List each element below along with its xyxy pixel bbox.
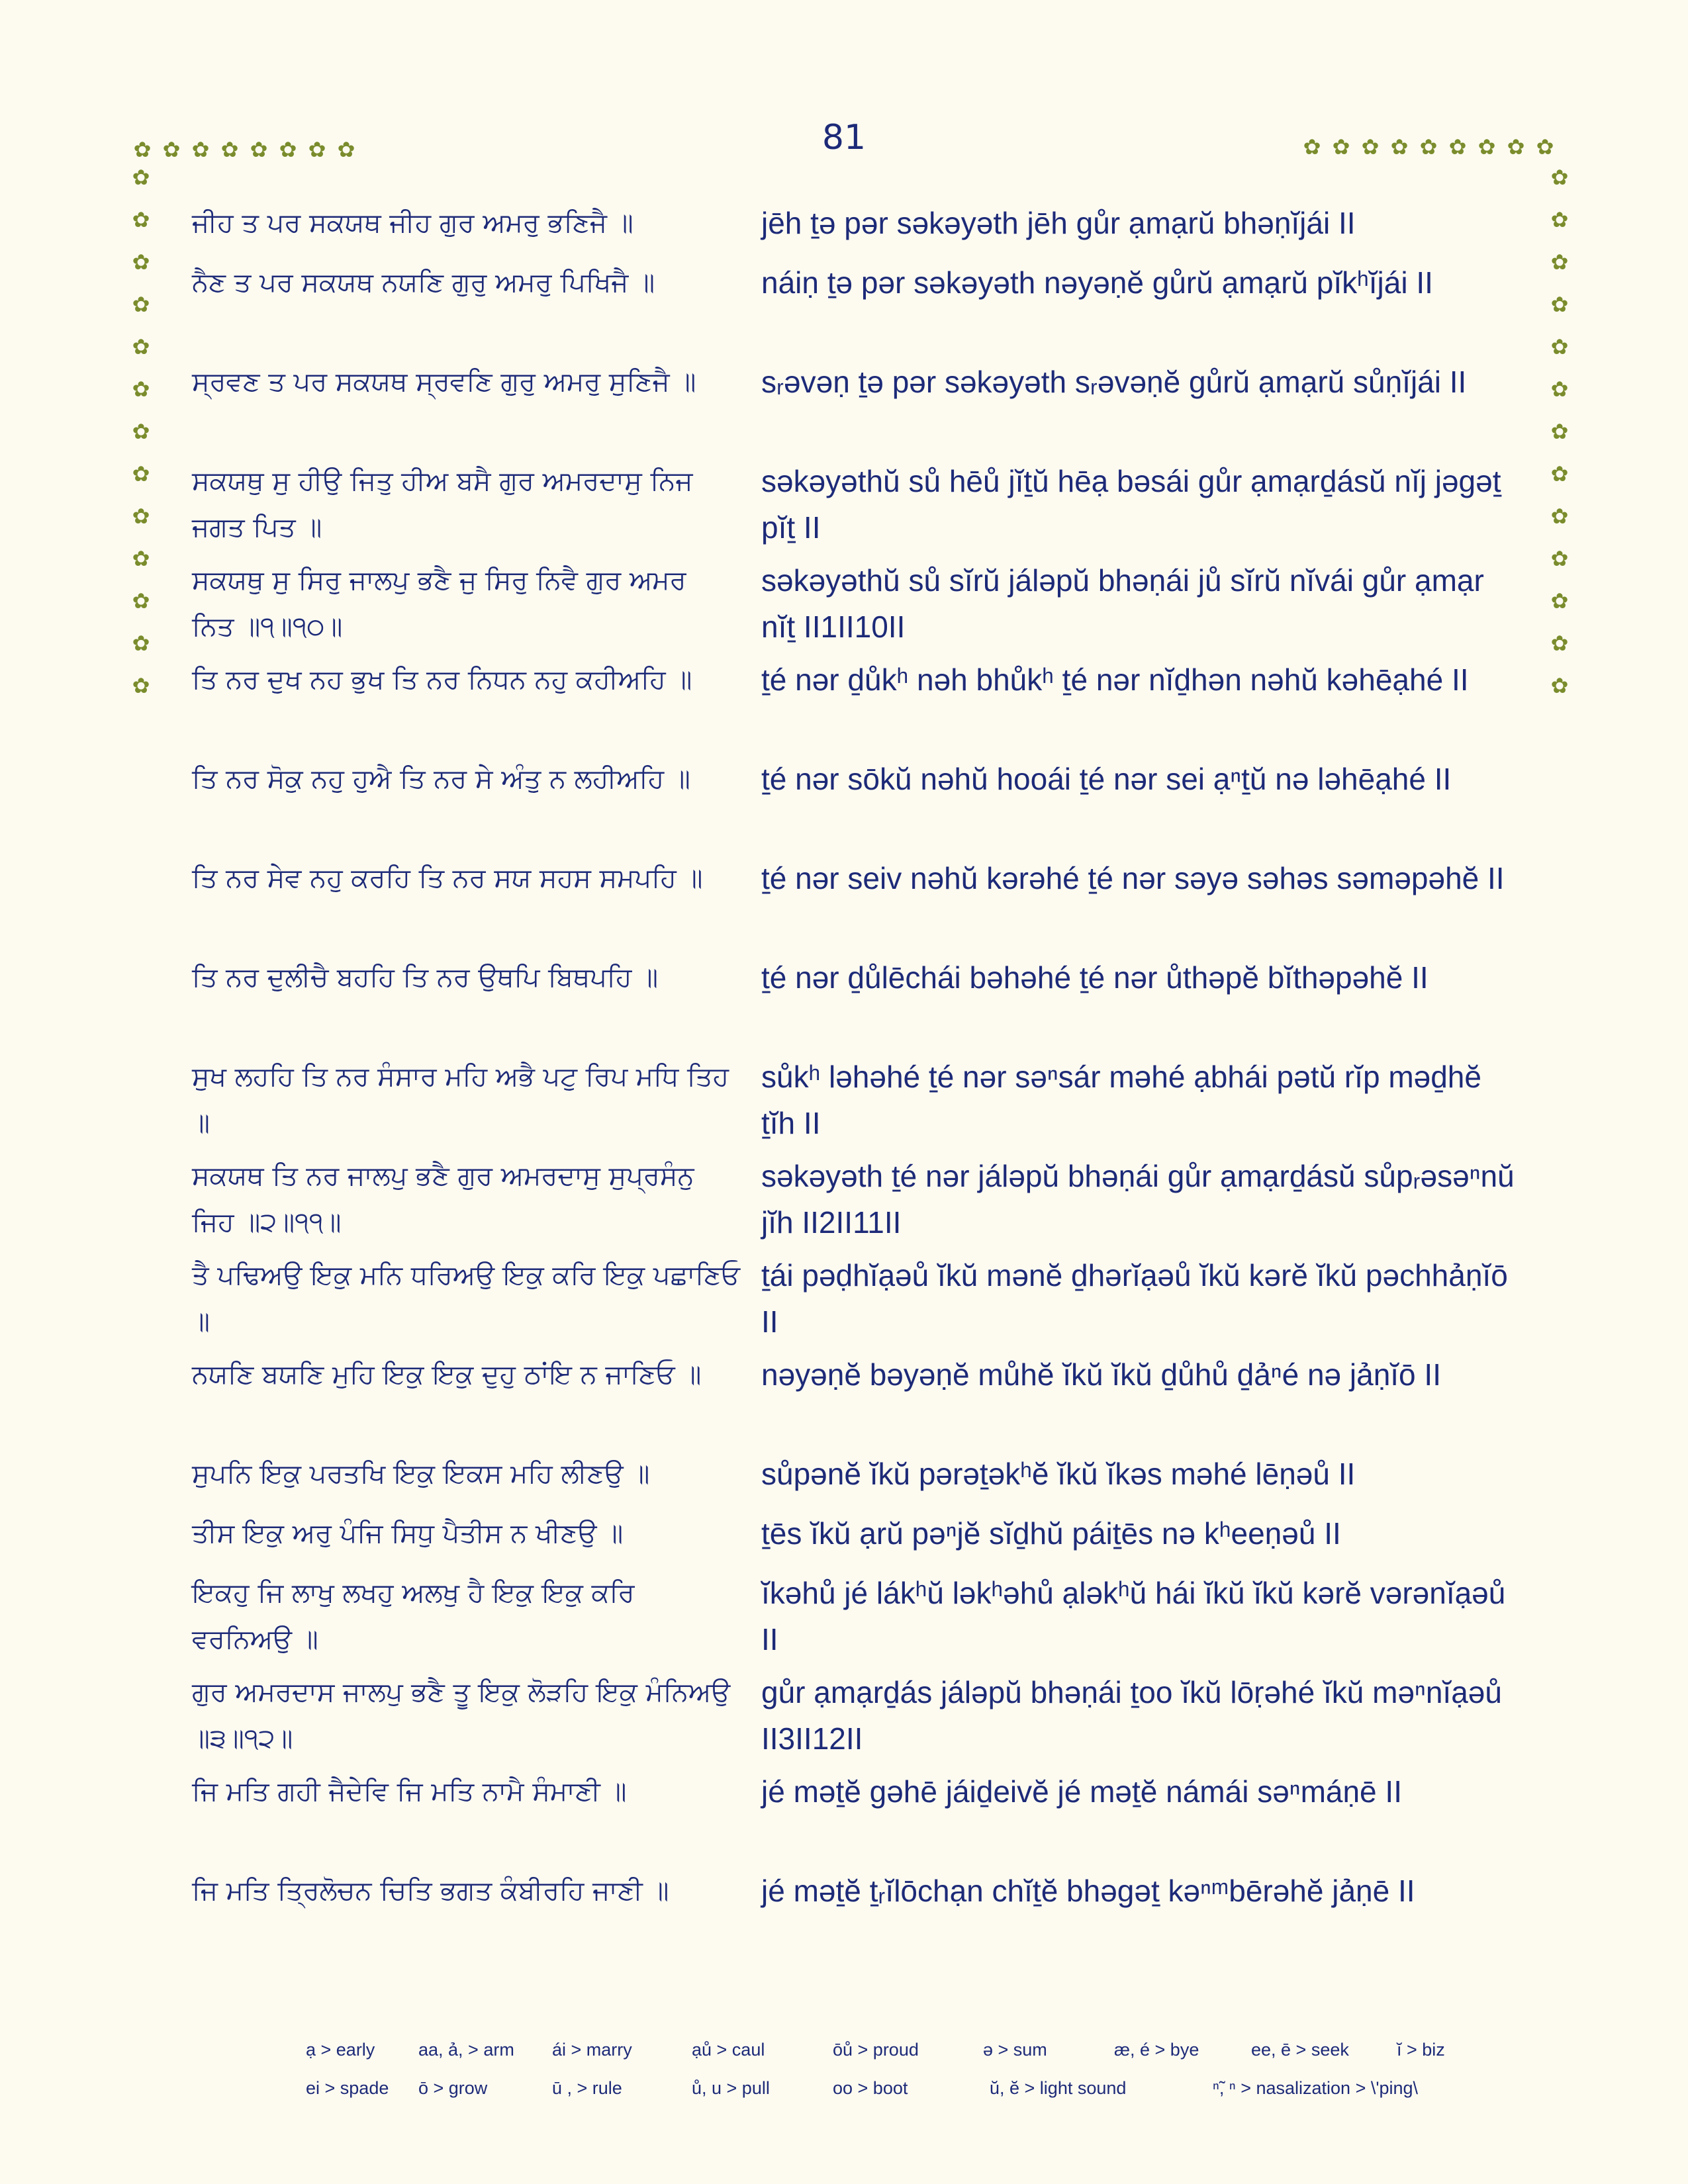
key-entry: æ, é > bye [1114,2040,1199,2060]
flower-icon: ✿ [132,207,150,232]
flower-icon: ✿ [132,673,150,698]
flower-icon: ✿ [132,165,150,190]
gurmukhi-line: ਤੀਸ ਇਕੁ ਅਰੁ ਪੰਜਿ ਸਿਧੁ ਪੈਤੀਸ ਨ ਖੀਣਉ ॥ [192,1518,624,1549]
key-entry: ō > grow [418,2078,488,2098]
flower-icon: ✿ [308,137,326,162]
flower-icon: ✿ [132,292,150,317]
flower-icon: ✿ [1550,334,1569,359]
flower-icon: ✿ [132,461,150,486]
transliteration-line: ṯēs ĭkŭ ạrŭ pəⁿjĕ sĭḏhŭ páiṯēs nə kʰeeṇəů II [761,1516,1341,1551]
gurmukhi-line: ਸੁਪਨਿ ਇਕੁ ਪਰਤਖਿ ਇਕੁ ਇਕਸ ਮਹਿ ਲੀਣਉ ॥ [192,1459,650,1489]
transliteration-line: ṯé nər ḏůlēchái bəhəhé ṯé nər ůthəpĕ bĭthəpəhĕ II [761,960,1429,995]
key-entry: ū , > rule [552,2078,622,2098]
transliteration-line: ṯé nər seiv nəhŭ kərəhé ṯé nər səyə səhəs səməpəhĕ II [761,861,1505,895]
gurmukhi-line: ਸਕਯਥ ਤਿ ਨਰ ਜਾਲਪੁ ਭਣੈ ਗੁਰ ਅਮਰਦਾਸੁ ਸੁਪ੍ਰਸੰਨੁ ਜਿਹ ॥੨॥੧੧॥ [192,1161,694,1238]
flower-icon: ✿ [1550,546,1569,571]
transliteration-line: ĭkəhů jé lákʰŭ ləkʰəhů ạləkʰŭ hái ĭkŭ ĭkŭ kərĕ vərənĭạəů II [761,1576,1506,1657]
gurmukhi-line: ਜਿ ਮਤਿ ਤ੍ਰਿਲੋਚਨ ਚਿਤਿ ਭਗਤ ਕੰਬੀਰਹਿ ਜਾਣੀ ॥ [192,1876,669,1906]
gurmukhi-line: ਸੁਖ ਲਹਹਿ ਤਿ ਨਰ ਸੰਸਾਰ ਮਹਿ ਅਭੈ ਪਟੁ ਰਿਪ ਮਧਿ ਤਿਹ ॥ [192,1062,729,1138]
gurmukhi-line: ਤਿ ਨਰ ਸੇਵ ਨਹੁ ਕਰਹਿ ਤਿ ਨਰ ਸਯ ਸਹਸ ਸਮਪਹਿ ॥ [192,863,703,893]
key-entry: aa, ả, > arm [418,2040,514,2060]
gurmukhi-line: ਨੈਣ ਤ ਪਰ ਸਕਯਥ ਨਯਣਿ ਗੁਰੁ ਅਮਰੁ ਪਿਖਿਜੈ ॥ [192,267,655,298]
gurmukhi-line: ਇਕਹੁ ਜਿ ਲਾਖੁ ਲਖਹੁ ਅਲਖੁ ਹੈ ਇਕੁ ਇਕੁ ਕਰਿ ਵਰਨਿਅਉ ॥ [192,1578,635,1655]
flower-icon: ✿ [132,588,150,614]
flower-icon: ✿ [1550,673,1569,698]
gurmukhi-line: ਗੁਰ ਅਮਰਦਾਸ ਜਾਲਪੁ ਭਣੈ ਤੂ ਇਕੁ ਲੋੜਹਿ ਇਕੁ ਮੰਨਿਅਉ ॥੩॥੧੨॥ [192,1677,731,1754]
key-entry: ⁿ̃, ⁿ > nasalization > \'ping\ [1213,2078,1419,2098]
flower-icon: ✿ [132,419,150,444]
flower-icon: ✿ [132,250,150,275]
flower-icon: ✿ [1536,134,1554,159]
flower-icon: ✿ [132,377,150,402]
key-entry: ee, ē > seek [1251,2040,1349,2060]
flower-icon: ✿ [132,631,150,656]
gurmukhi-line: ਤੈ ਪਢਿਅਉ ਇਕੁ ਮਨਿ ਧਰਿਅਉ ਇਕੁ ਕਰਿ ਇਕੁ ਪਛਾਣਿਓ ॥ [192,1260,740,1337]
key-entry: ei > spade [306,2078,389,2098]
key-entry: ů, u > pull [692,2078,770,2098]
flower-icon: ✿ [1507,134,1525,159]
flower-icon: ✿ [1390,134,1409,159]
flower-icon: ✿ [1550,631,1569,656]
transliteration-line: ṯé nər ḏůkʰ nəh bhůkʰ ṯé nər nĭḏhən nəhŭ kəhēạhé II [761,662,1469,697]
flower-icon: ✿ [1550,504,1569,529]
transliteration-line: nəyəṇĕ bəyəṇĕ můhĕ ĭkŭ ĭkŭ ḏůhů ḏảⁿé nə jảṇĭō II [761,1357,1441,1392]
transliteration-line: jēh ṯə pər səkəyəth jēh gůr ạmạrŭ bhəṇĭjái II [761,206,1356,240]
transliteration-line: gůr ạmạrḏás jáləpŭ bhəṇái ṯoo ĭkŭ lōṛəhé ĭkŭ məⁿnĭạəů II3II12II [761,1675,1502,1756]
key-entry: ái > marry [552,2040,632,2060]
transliteration-line: səkəyəth ṯé nər jáləpŭ bhəṇái gůr ạmạrḏásŭ sůpᵣəsəⁿnŭ jĭh II2II11II [761,1159,1515,1240]
flower-icon: ✿ [337,137,355,162]
transliteration-line: jé məṯĕ ṯᵣĭlōchạn chĭṯĕ bhəgəṯ kəⁿᵐbērəhĕ jảṇē II [761,1874,1415,1908]
key-entry: ĭ > biz [1397,2040,1445,2060]
transliteration-line: səkəyəthŭ sů sĭrŭ jáləpŭ bhəṇái jů sĭrŭ nĭvái gůr ạmạr nĭṯ II1II10II [761,563,1484,644]
gurmukhi-line: ਸ੍ਰਵਣ ਤ ਪਰ ਸਕਯਥ ਸ੍ਰਵਣਿ ਗੁਰੁ ਅਮਰੁ ਸੁਣਿਜੈ ॥ [192,367,696,397]
flower-icon: ✿ [1550,588,1569,614]
flower-icon: ✿ [220,137,239,162]
flower-icon: ✿ [133,137,152,162]
transliteration-line: náiṇ ṯə pər səkəyəth nəyəṇĕ gůrŭ ạmạrŭ pĭkʰĭjái II [761,265,1433,300]
page-number: 81 [821,118,867,158]
flower-icon: ✿ [1448,134,1467,159]
key-entry: ŭ, ĕ > light sound [990,2078,1127,2098]
transliteration-line: ṯé nər sōkŭ nəhŭ hooái ṯé nər sei ạⁿṯŭ nə ləhēạhé II [761,762,1452,796]
gurmukhi-line: ਤਿ ਨਰ ਦੁਲੀਚੈ ਬਹਹਿ ਤਿ ਨਰ ਉਥਪਿ ਬਿਥਪਹਿ ॥ [192,962,659,993]
flower-icon: ✿ [132,504,150,529]
key-entry: ạů > caul [692,2040,765,2060]
flower-icon: ✿ [1550,461,1569,486]
transliteration-line: sůkʰ ləhəhé ṯé nər səⁿsár məhé ạbhái pətŭ rĭp məḏhĕ ṯĭh II [761,1060,1481,1140]
gurmukhi-line: ਸਕਯਥੁ ਸੁ ਹੀਉ ਜਿਤੁ ਹੀਅ ਬਸੈ ਗੁਰ ਅਮਰਦਾਸੁ ਨਿਜ ਜਗਤ ਪਿਤ ॥ [192,466,693,543]
flower-icon: ✿ [132,546,150,571]
flower-icon: ✿ [1550,292,1569,317]
flower-icon: ✿ [1550,207,1569,232]
transliteration-line: jé məṯĕ gəhē jáiḏeivĕ jé məṯĕ námái səⁿmáṇē II [761,1774,1402,1809]
transliteration-line: səkəyəthŭ sů hēů jĭṯŭ hēạ bəsái gůr ạmạrḏásŭ nĭj jəgəṯ pĭṯ II [761,464,1501,545]
flower-icon: ✿ [1332,134,1350,159]
flower-icon: ✿ [1361,134,1380,159]
flower-icon: ✿ [1550,250,1569,275]
flower-icon: ✿ [1550,419,1569,444]
flower-icon: ✿ [1550,165,1569,190]
key-entry: ạ > early [306,2040,375,2060]
gurmukhi-line: ਤਿ ਨਰ ਦੁਖ ਨਹ ਭੁਖ ਤਿ ਨਰ ਨਿਧਨ ਨਹੁ ਕਹੀਅਹਿ ॥ [192,664,692,695]
transliteration-line: sᵣəvəṇ ṯə pər səkəyəth sᵣəvəṇĕ gůrŭ ạmạrŭ sůṇĭjái II [761,365,1467,399]
flower-icon: ✿ [250,137,268,162]
flower-icon: ✿ [279,137,297,162]
transliteration-line: ṯái pəḍhĭạəů ĭkŭ mənĕ ḏhərĭạəů ĭkŭ kərĕ ĭkŭ pəchhảṇĭō II [761,1258,1508,1339]
key-entry: ōů > proud [833,2040,919,2060]
gurmukhi-line: ਜਿ ਮਤਿ ਗਹੀ ਜੈਦੇਵਿ ਜਿ ਮਤਿ ਨਾਮੈ ਸੰਮਾਣੀ ॥ [192,1776,627,1807]
key-entry: ə > sum [983,2040,1047,2060]
transliteration-line: sůpənĕ ĭkŭ pərəṯəkʰĕ ĭkŭ ĭkəs məhé lēṇəů II [761,1457,1356,1491]
gurmukhi-line: ਸਕਯਥੁ ਸੁ ਸਿਰੁ ਜਾਲਪੁ ਭਣੈ ਜੁ ਸਿਰੁ ਨਿਵੈ ਗੁਰ ਅਮਰ ਨਿਤ ॥੧॥੧੦॥ [192,565,686,642]
flower-icon: ✿ [132,334,150,359]
flower-icon: ✿ [1419,134,1438,159]
gurmukhi-line: ਜੀਹ ਤ ਪਰ ਸਕਯਥ ਜੀਹ ਗੁਰ ਅਮਰੁ ਭਣਿਜੈ ॥ [192,208,633,238]
gurmukhi-line: ਨਯਣਿ ਬਯਣਿ ਮੁਹਿ ਇਕੁ ਇਕੁ ਦੁਹੁ ਠਾਂਇ ਨ ਜਾਣਿਓ ॥ [192,1359,702,1390]
flower-icon: ✿ [1477,134,1496,159]
key-entry: oo > boot [833,2078,908,2098]
flower-icon: ✿ [1550,377,1569,402]
flower-icon: ✿ [191,137,210,162]
flower-icon: ✿ [162,137,181,162]
flower-icon: ✿ [1303,134,1321,159]
gurmukhi-line: ਤਿ ਨਰ ਸੋਕੁ ਨਹੁ ਹੁਐ ਤਿ ਨਰ ਸੇ ਅੰਤੁ ਨ ਲਹੀਅਹਿ ॥ [192,764,690,794]
